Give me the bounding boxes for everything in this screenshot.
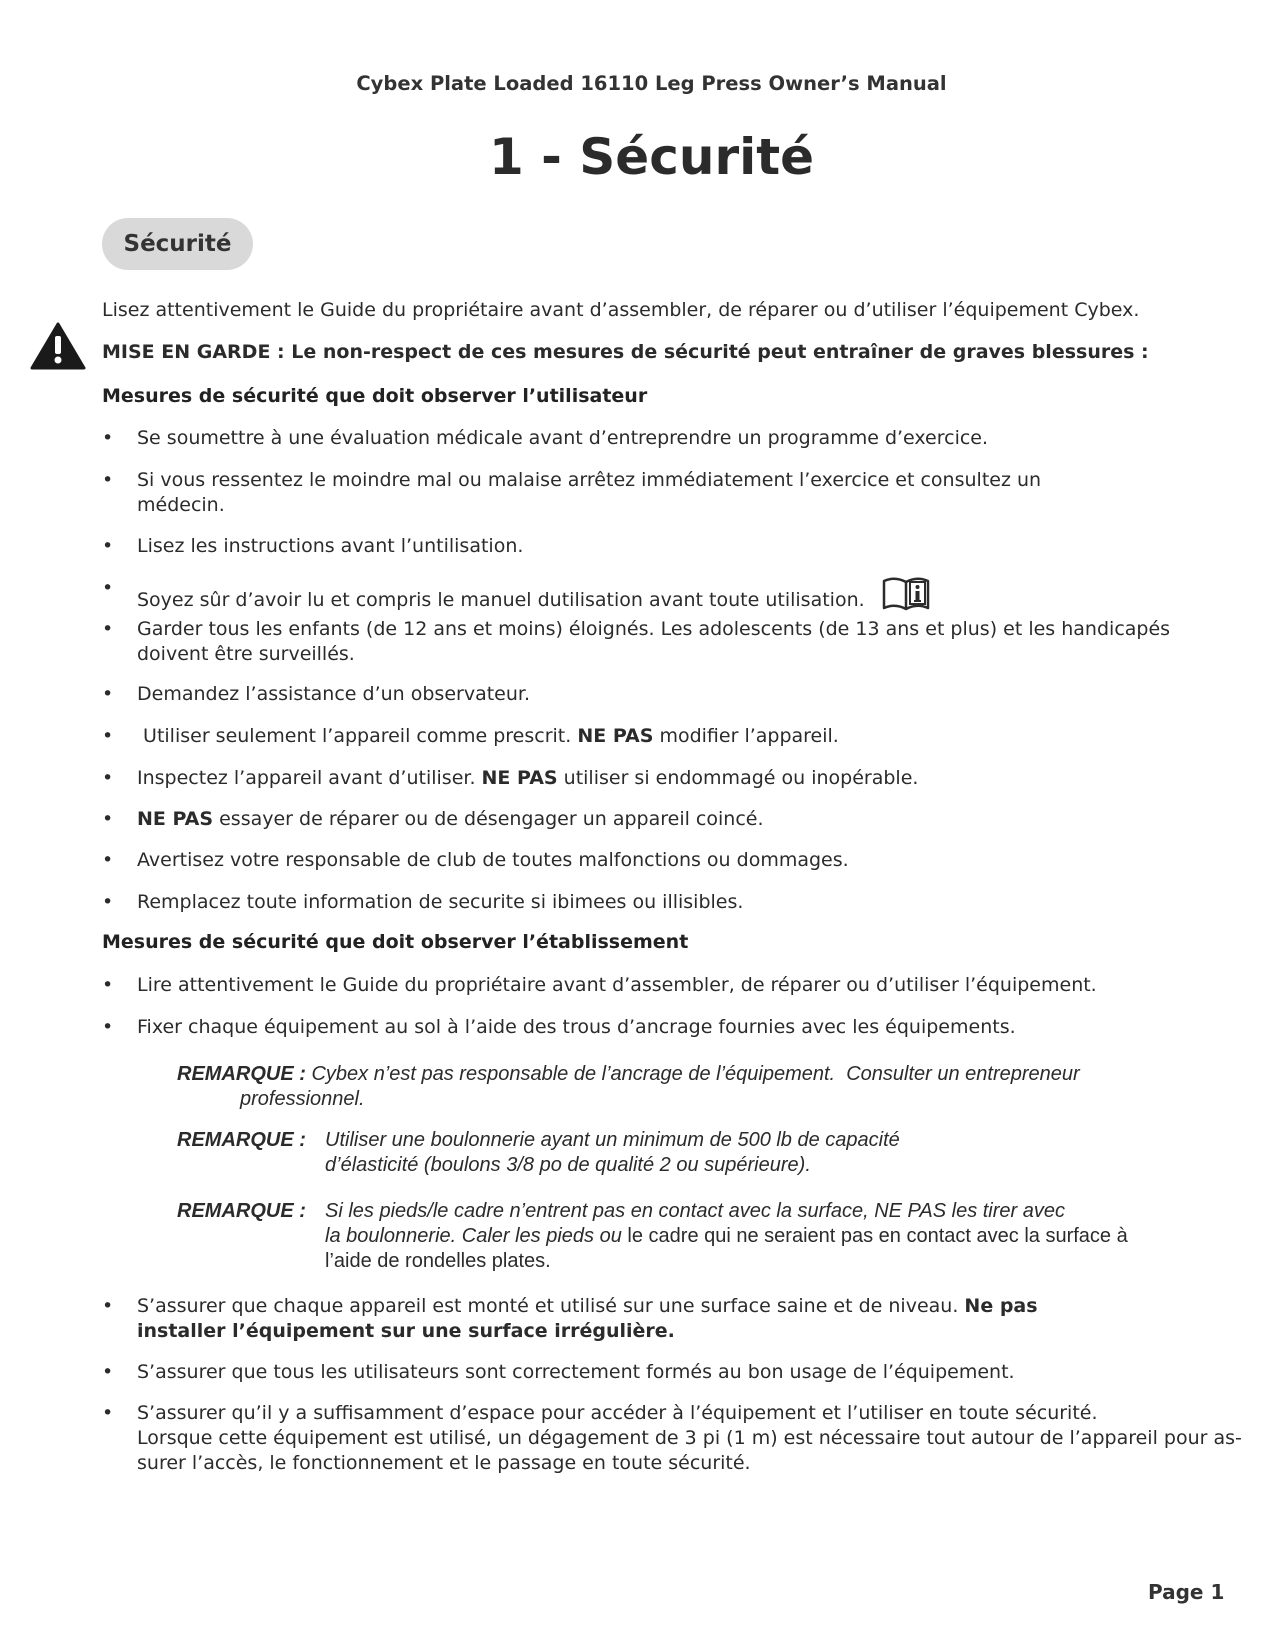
intro-text: Lisez attentivement le Guide du propriétaire avant d’assembler, de réparer ou d’utiliser l’équipement Cybex.	[102, 299, 1140, 321]
bullet: •	[102, 1016, 114, 1038]
bullet: •	[102, 1295, 114, 1317]
warning-statement	[102, 340, 1149, 365]
page-number: Page 1	[1148, 1580, 1225, 1604]
remark-note: REMARQUE : Cybex n’est pas responsable de l’ancrage de l’équipement. Consulter un entrepreneur professionnel.	[177, 1063, 1080, 1110]
bullet: •	[102, 1361, 114, 1383]
manual-header: Cybex Plate Loaded 16110 Leg Press Owner’s Manual	[356, 72, 947, 95]
bullet: •	[102, 891, 114, 913]
bullet: •	[102, 427, 114, 449]
bullet: •	[102, 808, 114, 830]
facility-section-heading: Mesures de sécurité que doit observer l’établissement	[102, 931, 689, 953]
bullet: •	[102, 974, 114, 996]
bullet: •	[102, 725, 114, 747]
bullet: •	[102, 469, 114, 491]
bullet: •	[102, 577, 114, 599]
bullet: •	[102, 535, 114, 557]
bullet: •	[102, 849, 114, 871]
bullet: •	[102, 683, 114, 705]
bullet: •	[102, 618, 114, 640]
manual-info-icon	[881, 576, 931, 612]
bullet: •	[102, 767, 114, 789]
page-title: 1 - Sécurité	[488, 128, 815, 186]
user-section-heading: Mesures de sécurité que doit observer l’utilisateur	[102, 385, 648, 407]
warning-label: MISE EN GARDE :	[102, 341, 285, 363]
manual-page: Cybex Plate Loaded 16110 Leg Press Owner’s Manual 1 - Sécurité Sécurité Lisez attentivement le Guide du propriétaire avant d’assembler, de réparer ou d’utiliser l’équipement Cybex. MISE EN GARDE : Le non-respect de ces mesures de sécurité peut entraîner de graves blessures : Mesures de sécurité que doit observer l’utilisateur • Se soumettre à une évaluation médicale avant d’entreprendre un programme d’exercice. • Si vous ressentez le moindre mal ou malaise arrêtez immédiatement l’exercice et consultez un médecin. • Lisez les instructions avant l’untilisation. • Soyez sûr d’avoir lu et compris le manuel dutilisation avant toute utilisation. • Garder tous les enfants (de 12 ans et moins) éloignés. Les adolescents (de 13 ans et plus) et les handicapés doivent être surveillés. • Demandez l’assistance d’un observateur. • Utiliser seulement l’appareil comme prescrit. NE PAS modifier l’appareil. • Inspectez l’appareil avant d’utiliser. NE PAS utiliser si endommagé ou inopérable. • NE PAS essayer de réparer ou de désengager un appareil coincé. • Avertisez votre responsable de club de toutes malfonctions ou dommages. • Remplacez toute information de securite si ibimees ou illisibles. Mesures de sécurité que doit observer l’établissement • Lire attentivement le Guide du propriétaire avant d’assembler, de réparer ou d’utiliser l’équipement. • Fixer chaque équipement au sol à l’aide des trous d’ancrage fournies avec les équipements. REMARQUE : Cybex n’est pas responsable de l’ancrage de l’équipement. Consulter un entrepreneur professionnel. REMARQUE : Utiliser une boulonnerie ayant un minimum de 500 lb de capacité d’élasticité (boulons 3/8 po de qualité 2 ou supérieure). REMARQUE : Si les pieds/le cadre n’entrent pas en contact avec la surface, NE PAS les tirer avec la boulonnerie. Caler les pieds ou le cadre qui ne seraient pas en contact avec la surface à l’aide de rondelles plates. • S’assurer que chaque appareil est monté et utilisé sur une surface saine et de niveau. Ne pas installer l’équipement sur une surface irrégulière. • S’assurer que tous les utilisateurs sont correctement formés au bon usage de l’équipement. • S’assurer qu’il y a suffisamment d’espace pour accéder à l’équipement et l’utiliser en toute sécurité. Lorsque cette équipement est utilisé, un dégagement de 3 pi (1 m) est nécessaire tout autour de l’appareil pour as- surer l’accès, le fonctionnement et le passage en toute sécurité. Page 1	[0, 0, 1275, 1650]
remark-note: REMARQUE : Utiliser une boulonnerie ayant un minimum de 500 lb de capacité d’élasticité (boulons 3/8 po de qualité 2 ou supérieure).	[177, 1129, 900, 1176]
bullet: •	[102, 1402, 114, 1424]
warning-text: Le non-respect de ces mesures de sécurité peut entraîner de graves blessures :	[284, 341, 1149, 363]
section-tab: Sécurité	[102, 218, 253, 270]
warning-triangle-icon	[30, 322, 86, 370]
remark-note: REMARQUE : Si les pieds/le cadre n’entrent pas en contact avec la surface, NE PAS les tirer avec la boulonnerie. Caler les pieds ou le cadre qui ne seraient pas en contact avec la surface à l’aide de rondelles plates.	[177, 1200, 1128, 1272]
